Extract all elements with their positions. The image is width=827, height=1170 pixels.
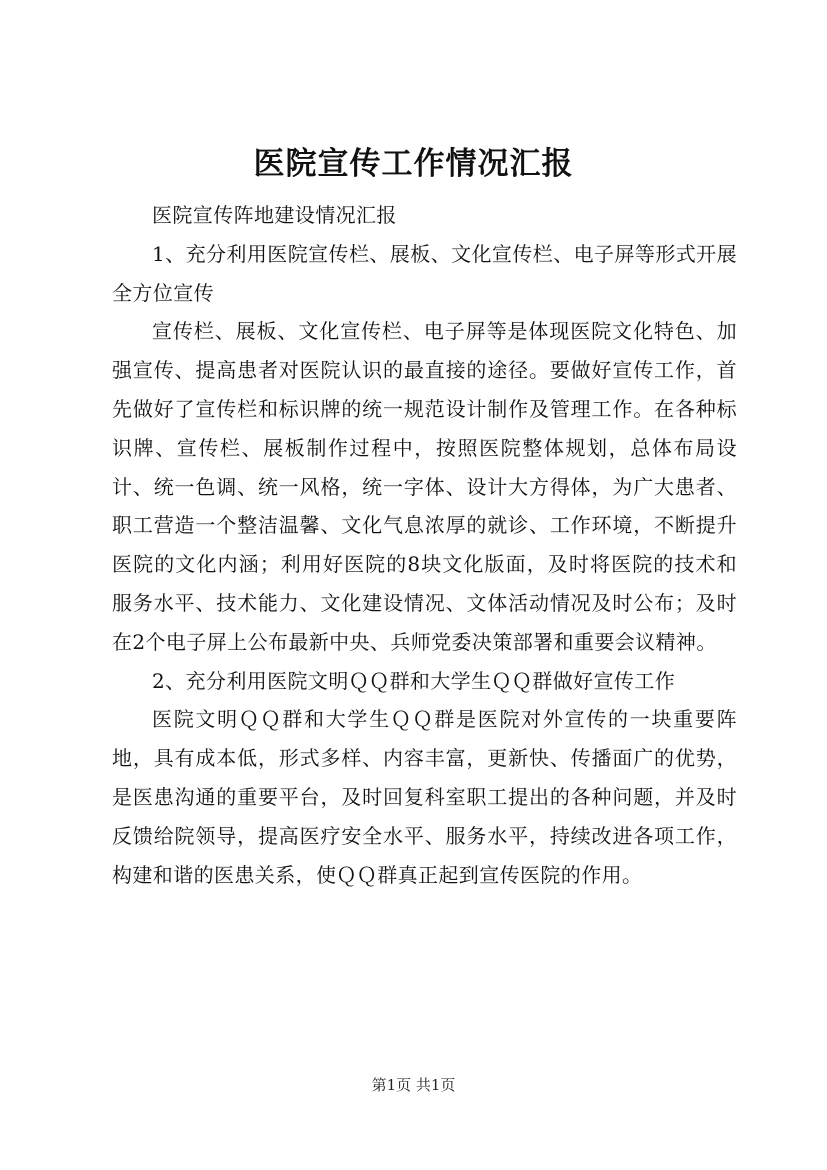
subsection-heading-2: 2、充分利用医院文明ＱＱ群和大学生ＱＱ群做好宣传工作 [152, 668, 676, 693]
section-heading: 医院宣传阵地建设情况汇报 [152, 203, 397, 227]
page-title: 医院宣传工作情况汇报 [253, 146, 574, 182]
document-body [112, 196, 737, 894]
subsection-heading-1: 1、充分利用医院宣传栏、展板、文化宣传栏、电子屏等形式开展全方位宣传 [112, 241, 737, 305]
page-footer: 第1页 共1页 [371, 1076, 456, 1094]
body-paragraph-2: 医院文明ＱＱ群和大学生ＱＱ群是医院对外宣传的一块重要阵地，具有成本低，形式多样、内容丰富，更新快、传播面广的优势，是医患沟通的重要平台，及时回复科室职工提出的各种问题，并及时反馈给院领导，提高医疗安全水平、服务水平，持续改进各项工作，构建和谐的医患关系，使ＱＱ群真正起到宣传医院的作用。 [112, 707, 737, 887]
body-paragraph-1: 宣传栏、展板、文化宣传栏、电子屏等是体现医院文化特色、加强宣传、提高患者对医院认识的最直接的途径。要做好宣传工作，首先做好了宣传栏和标识牌的统一规范设计制作及管理工作。在各种标识牌、宣传栏、展板制作过程中，按照医院整体规划，总体布局设计、统一色调、统一风格，统一字体、设计大方得体，为广大患者、职工营造一个整洁温馨、文化气息浓厚的就诊、工作环境，不断提升医院的文化内涵；利用好医院的8块文化版面，及时将医院的技术和服务水平、技术能力、文化建设情况、文体活动情况及时公布；及时在2个电子屏上公布最新中央、兵师党委决策部署和重要会议精神。 [112, 319, 737, 654]
